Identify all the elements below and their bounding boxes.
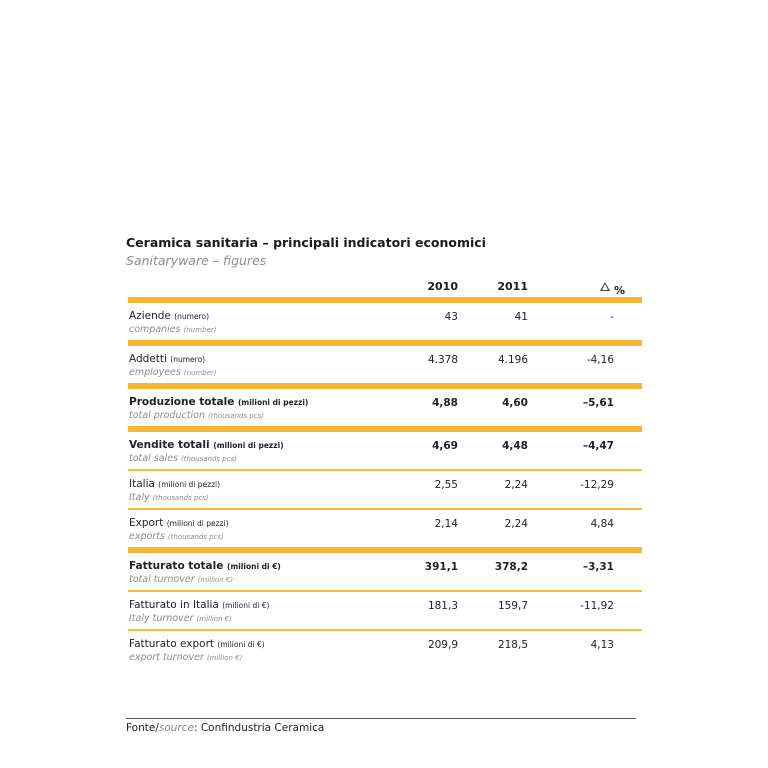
row-label-en: employees bbox=[129, 367, 181, 378]
row-label-en: total sales bbox=[129, 453, 178, 464]
indicators-table bbox=[128, 276, 642, 668]
value-2011: 159,7 bbox=[497, 600, 528, 612]
table-row bbox=[128, 510, 642, 547]
row-unit: (milioni di pezzi) bbox=[237, 398, 309, 407]
table-row bbox=[128, 303, 642, 340]
source-text: : Confindustria Ceramica bbox=[193, 722, 325, 734]
row-unit-en: (number) bbox=[183, 326, 217, 334]
row-label: Addetti bbox=[129, 353, 167, 365]
table-title: Ceramica sanitaria – principali indicatori economici bbox=[126, 235, 486, 250]
table-row bbox=[128, 346, 642, 383]
value-2010: 4,88 bbox=[432, 397, 458, 409]
value-2010: 181,3 bbox=[427, 600, 458, 612]
row-unit: (milioni di pezzi) bbox=[166, 519, 229, 528]
row-unit: (milioni di €) bbox=[222, 601, 270, 610]
table-row bbox=[128, 553, 642, 590]
value-2011: 2,24 bbox=[504, 518, 528, 530]
value-delta: –4,47 bbox=[582, 440, 614, 452]
row-unit-en: (million €) bbox=[196, 615, 232, 623]
table-row bbox=[128, 471, 642, 508]
value-delta: –5,61 bbox=[582, 397, 614, 409]
row-label-en: export turnover bbox=[129, 652, 204, 663]
value-2011: 41 bbox=[514, 311, 528, 323]
row-label-en: total production bbox=[129, 410, 205, 421]
row-label-en: total turnover bbox=[129, 574, 195, 585]
value-2011: 4.196 bbox=[497, 354, 528, 366]
table-row bbox=[128, 592, 642, 629]
row-label-en: companies bbox=[129, 324, 181, 335]
row-unit: (numero) bbox=[174, 312, 209, 321]
row-unit-en: (thousands pcs) bbox=[152, 494, 209, 502]
row-unit: (milioni di pezzi) bbox=[158, 480, 221, 489]
row-unit: (milioni di €) bbox=[217, 640, 265, 649]
delta-triangle-icon bbox=[600, 282, 610, 291]
row-unit-en: (million €) bbox=[206, 654, 243, 662]
value-delta: -11,92 bbox=[580, 600, 614, 612]
row-label: Italia bbox=[129, 478, 155, 490]
row-label: Fatturato in Italia bbox=[129, 599, 219, 611]
row-unit: (numero) bbox=[170, 355, 206, 364]
row-unit-en: (million €) bbox=[197, 576, 234, 584]
value-delta: 4,84 bbox=[590, 518, 614, 530]
row-label: Export bbox=[129, 517, 164, 529]
row-label: Fatturato export bbox=[129, 638, 215, 650]
table-subtitle: Sanitaryware – figures bbox=[126, 253, 267, 268]
row-label: Vendite totali bbox=[129, 439, 210, 451]
value-2011: 4,48 bbox=[502, 440, 528, 452]
row-label-en: Italy turnover bbox=[129, 613, 194, 624]
header-delta-percent bbox=[600, 280, 626, 297]
value-2010: 4.378 bbox=[427, 354, 458, 366]
source-note bbox=[126, 722, 324, 734]
table-row bbox=[128, 432, 642, 469]
value-2011: 2,24 bbox=[504, 479, 528, 491]
table-header bbox=[128, 276, 642, 297]
source-italic: source bbox=[158, 722, 194, 734]
value-delta: - bbox=[610, 311, 614, 323]
row-unit: (milioni di pezzi) bbox=[213, 441, 284, 450]
value-2010: 391,1 bbox=[424, 561, 458, 573]
row-label: Aziende bbox=[129, 310, 171, 322]
row-label-en: exports bbox=[129, 531, 165, 542]
value-2010: 43 bbox=[444, 311, 458, 323]
value-2011: 4,60 bbox=[502, 397, 528, 409]
value-delta: -4,16 bbox=[586, 354, 614, 366]
value-2010: 2,14 bbox=[434, 518, 458, 530]
row-label-en: Italy bbox=[129, 492, 150, 503]
value-delta: 4,13 bbox=[590, 639, 614, 651]
row-unit-en: (thousands pcs) bbox=[167, 533, 224, 541]
table-row bbox=[128, 389, 642, 426]
row-label: Fatturato totale bbox=[129, 560, 224, 572]
row-unit-en: (number) bbox=[183, 369, 217, 377]
value-2011: 218,5 bbox=[497, 639, 528, 651]
value-delta: –3,31 bbox=[582, 561, 614, 573]
table-row bbox=[128, 631, 642, 668]
row-unit-en: (thousands pcs) bbox=[180, 455, 237, 463]
row-label: Produzione totale bbox=[129, 396, 235, 408]
header-year-2010: 2010 bbox=[427, 280, 458, 293]
source-prefix: Fonte/ bbox=[126, 722, 159, 734]
row-unit-en: (thousands pcs) bbox=[208, 412, 264, 420]
footer-divider bbox=[126, 718, 636, 719]
header-year-2011: 2011 bbox=[497, 280, 528, 293]
value-2010: 4,69 bbox=[432, 440, 458, 452]
value-2010: 2,55 bbox=[434, 479, 458, 491]
value-2010: 209,9 bbox=[427, 639, 458, 651]
value-2011: 378,2 bbox=[494, 561, 528, 573]
header-percent-label: % bbox=[614, 284, 626, 297]
row-unit: (milioni di €) bbox=[227, 562, 281, 571]
value-delta: -12,29 bbox=[580, 479, 614, 491]
